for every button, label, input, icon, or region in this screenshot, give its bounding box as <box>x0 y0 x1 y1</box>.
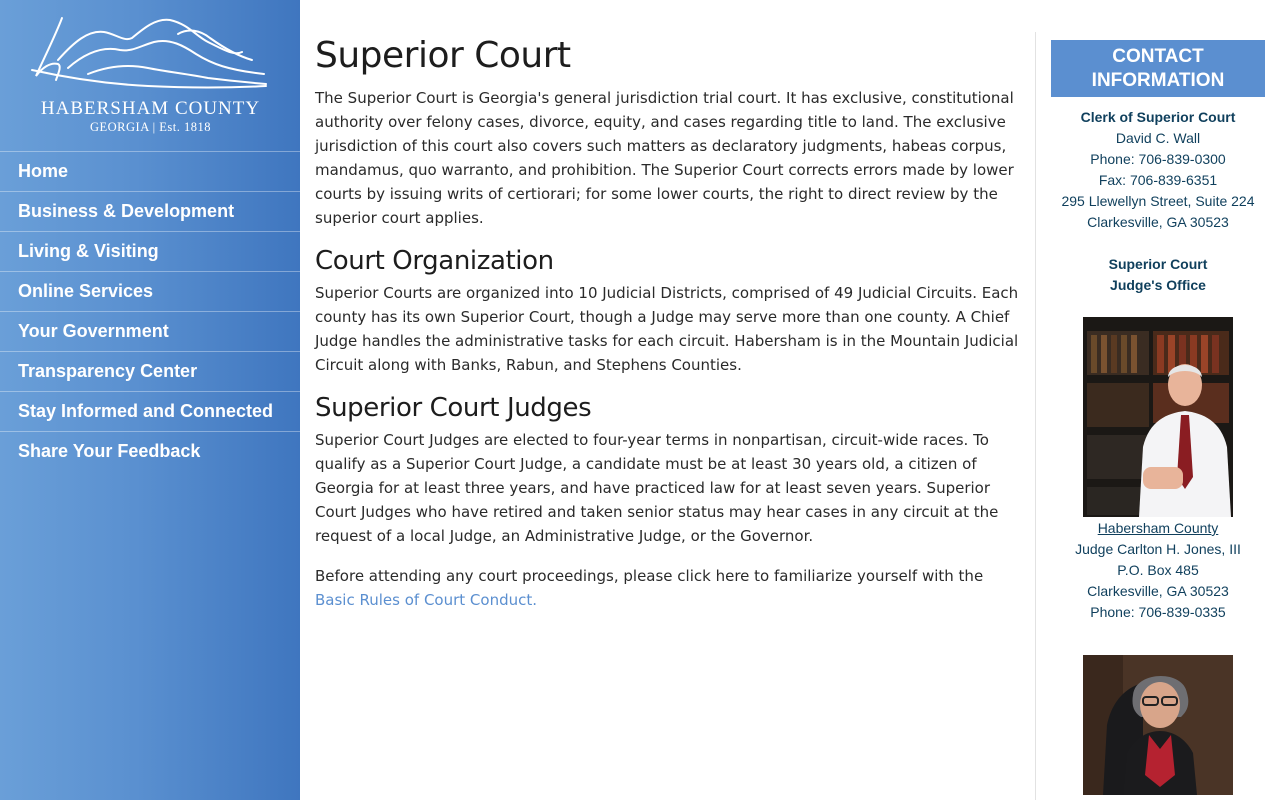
clerk-name: David C. Wall <box>1115 130 1201 146</box>
judge-jones-city: Clarkesville, GA 30523 <box>1087 583 1229 599</box>
court-conduct-text: Before attending any court proceedings, please click here to familiarize yourself with the <box>315 567 984 585</box>
judge-jones-phone: Phone: 706-839-0335 <box>1090 604 1226 620</box>
nav-item-transparency-center[interactable] <box>0 351 300 391</box>
nav-item-label: Stay Informed and Connected <box>18 401 274 421</box>
sidebar <box>0 0 300 800</box>
court-organization-heading: Court Organization <box>315 246 554 276</box>
nav-item-home[interactable] <box>0 151 300 191</box>
nav-item-label: Business & Development <box>18 201 235 221</box>
nav-item-living-visiting[interactable] <box>0 231 300 271</box>
clerk-title: Clerk of Superior Court <box>1080 109 1236 125</box>
court-organization-paragraph: Superior Courts are organized into 10 Judicial Districts, comprised of 49 Judicial Circuits. Each county has its own Superior Court, though a Judge may serve more than one county. A Chief Judge handles the administrative tasks for each circuit. Habersham is in the Mountain Judicial Circuit along with Banks, Rabun, and Stephens Counties. <box>315 284 1019 374</box>
nav-item-label: Transparency Center <box>18 361 198 381</box>
contact-header-line1: CONTACT <box>1112 46 1204 67</box>
nav-item-your-government[interactable] <box>0 311 300 351</box>
logo-tagline: GEORGIA | Est. 1818 <box>89 120 212 134</box>
nav-item-business-development[interactable] <box>0 191 300 231</box>
mountain-logo-icon <box>28 12 273 102</box>
judge-jones-contact <box>1051 518 1265 623</box>
nav-item-share-feedback[interactable] <box>0 431 300 471</box>
clerk-street: 295 Llewellyn Street, Suite 224 <box>1061 193 1255 209</box>
judge-jones-name: Judge Carlton H. Jones, III <box>1075 541 1241 557</box>
clerk-phone: Phone: 706-839-0300 <box>1090 151 1226 167</box>
contact-sidebar <box>1051 40 1265 795</box>
nav-item-label: Your Government <box>18 321 169 341</box>
contact-header-line2: INFORMATION <box>1091 70 1225 91</box>
contact-header <box>1051 40 1265 97</box>
nav-item-label: Share Your Feedback <box>18 441 201 461</box>
nav-item-online-services[interactable] <box>0 271 300 311</box>
superior-court-judges-heading: Superior Court Judges <box>315 393 592 423</box>
superior-court-judges-paragraph: Superior Court Judges are elected to four-year terms in nonpartisan, circuit-wide races. To qualify as a Superior Court Judge, a candidate must be at least 30 years old, a citizen of Georgia for at least three years, and have practiced law for at least seven years. Superior Court Judges who have retired and taken senior status may hear cases in any circuit at the request of a local Judge, an Administrative Judge, or the Governor. <box>315 431 999 545</box>
intro-paragraph: The Superior Court is Georgia's general jurisdiction trial court. It has exclusive, constitutional authority over felony cases, divorce, equity, and cases regarding title to land. The exclusive jurisdiction of this court also covers such matters as declaratory judgments, habeas corpus, mandamus, quo warranto, and prohibition. The Superior Court corrects errors made by lower courts by issuing writs of certiorari; for some lower courts, the right to direct review by the superior court applies. <box>315 89 1014 227</box>
clerk-city: Clarkesville, GA 30523 <box>1087 214 1229 230</box>
nav-item-label: Living & Visiting <box>18 241 159 261</box>
judges-office-line1: Superior Court <box>1108 256 1208 272</box>
habersham-county-link[interactable]: Habersham County <box>1097 520 1219 536</box>
nav-item-label: Home <box>18 161 69 181</box>
main-nav <box>0 151 300 471</box>
main-content <box>315 30 1020 612</box>
column-divider <box>1035 32 1036 800</box>
judge-jones-box: P.O. Box 485 <box>1117 562 1199 578</box>
nav-item-label: Online Services <box>18 281 154 301</box>
page-title: Superior Court <box>315 35 571 76</box>
court-conduct-link[interactable]: Basic Rules of Court Conduct. <box>315 591 537 609</box>
judges-office-line2: Judge's Office <box>1110 277 1206 293</box>
clerk-contact <box>1051 107 1265 233</box>
logo-county-name: HABERSHAM COUNTY <box>40 98 261 119</box>
county-logo[interactable] <box>28 12 273 140</box>
clerk-fax: Fax: 706-839-6351 <box>1098 172 1218 188</box>
nav-item-stay-informed[interactable] <box>0 391 300 431</box>
judge-jones-photo <box>1083 317 1233 517</box>
court-conduct-paragraph <box>315 564 1020 612</box>
judges-office-heading <box>1051 254 1265 296</box>
second-judge-photo <box>1083 655 1233 795</box>
